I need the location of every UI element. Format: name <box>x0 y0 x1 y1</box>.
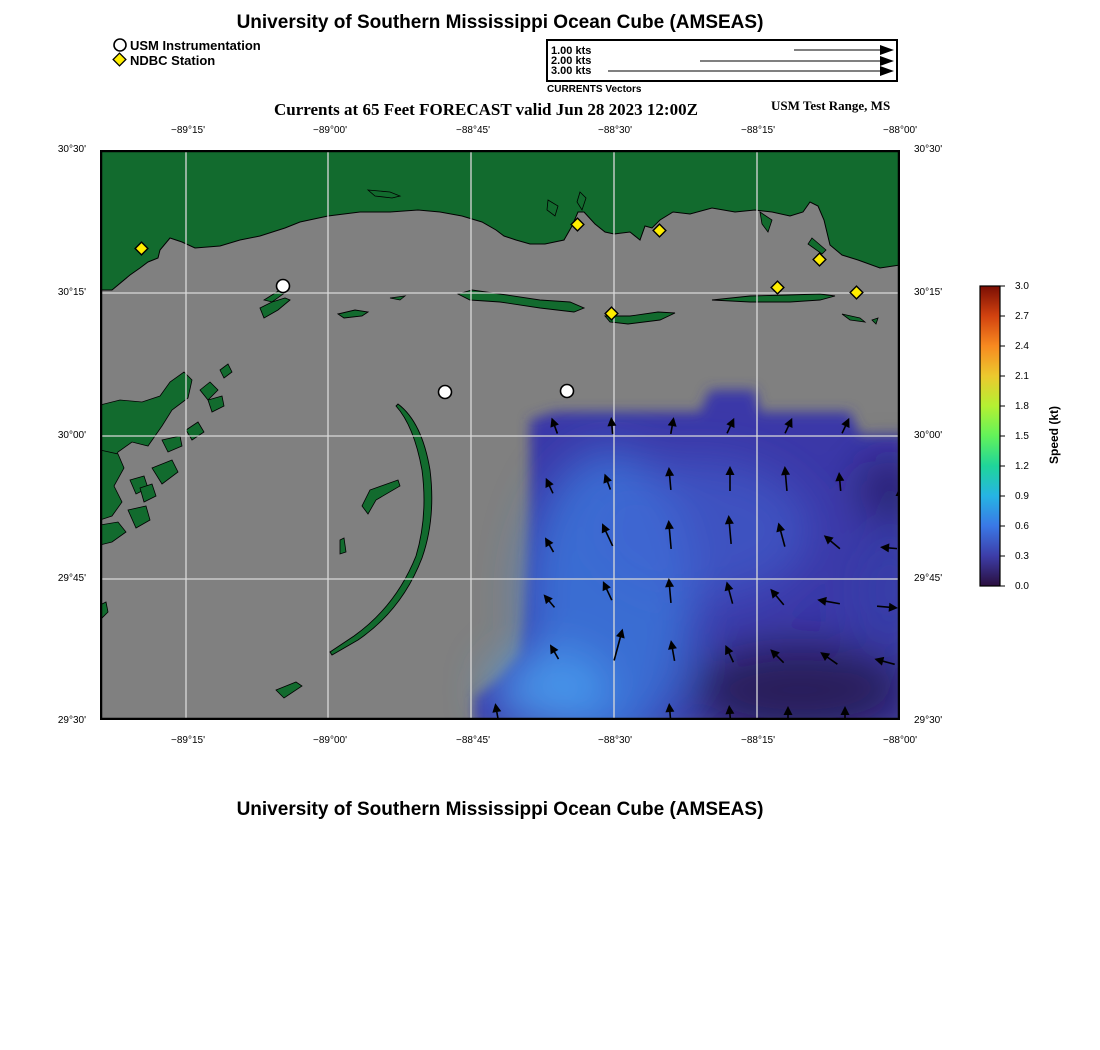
legend-usm-label: USM Instrumentation <box>130 38 261 53</box>
colorbar-tick: 0.9 <box>1015 491 1029 502</box>
colorbar-tick: 0.0 <box>1015 581 1029 592</box>
top-lon-tick: −89°15' <box>171 125 205 136</box>
colorbar-tick: 1.8 <box>1015 401 1029 412</box>
vector-legend-label-2: 2.00 kts <box>551 55 592 67</box>
colorbar-tick: 3.0 <box>1015 281 1029 292</box>
top-lon-tick: −88°45' <box>456 125 490 136</box>
vector-legend-label-3: 3.00 kts <box>551 65 592 77</box>
usm-instrument-marker <box>277 280 290 293</box>
right-lat-tick: 29°45' <box>914 573 943 584</box>
top-lon-tick: −88°00' <box>883 125 917 136</box>
forecast-subtitle: Currents at 65 Feet FORECAST valid Jun 28 2023 12:00Z <box>274 100 698 119</box>
colorbar-tick: 1.5 <box>1015 431 1029 442</box>
usm-instrument-marker <box>439 386 452 399</box>
colorbar-tick: 0.3 <box>1015 551 1029 562</box>
top-lon-tick: −88°30' <box>598 125 632 136</box>
vector-legend-label-1: 1.00 kts <box>551 45 592 57</box>
colorbar-tick: 0.6 <box>1015 521 1029 532</box>
vector-legend <box>546 39 898 82</box>
right-lat-tick: 30°00' <box>914 430 943 441</box>
top-lon-tick: −88°15' <box>741 125 775 136</box>
bottom-lon-tick: −89°15' <box>171 735 205 746</box>
colorbar-tick: 2.7 <box>1015 311 1029 322</box>
bottom-lon-tick: −88°30' <box>598 735 632 746</box>
colorbar-tick: 1.2 <box>1015 461 1029 472</box>
left-lat-tick: 30°30' <box>57 144 86 155</box>
bottom-lon-tick: −88°00' <box>883 735 917 746</box>
vector-legend-caption: CURRENTS Vectors <box>547 84 642 95</box>
legend-ndbc-label: NDBC Station <box>130 53 216 68</box>
legend-symbols <box>112 38 132 74</box>
colorbar-tick: 2.4 <box>1015 341 1029 352</box>
left-lat-tick: 29°45' <box>57 573 86 584</box>
right-lat-tick: 30°15' <box>914 287 943 298</box>
bottom-lon-tick: −88°15' <box>741 735 775 746</box>
top-lon-tick: −89°00' <box>313 125 347 136</box>
bottom-lon-tick: −88°45' <box>456 735 490 746</box>
ndbc-station-icon <box>113 53 126 66</box>
range-label: USM Test Range, MS <box>771 98 891 113</box>
colorbar-label: Speed (kt) <box>1047 406 1061 465</box>
current-speed-field <box>475 390 900 720</box>
usm-instrument-marker <box>561 385 574 398</box>
bottom-lon-tick: −89°00' <box>313 735 347 746</box>
page-title: University of Southern Mississippi Ocean Cube (AMSEAS) <box>236 12 764 33</box>
left-lat-tick: 30°00' <box>57 430 86 441</box>
usm-instrument-icon <box>114 39 126 51</box>
currents-map <box>100 150 900 720</box>
right-lat-tick: 29°30' <box>914 715 943 726</box>
vector-legend-arrows <box>548 41 896 80</box>
colorbar-tick: 2.1 <box>1015 371 1029 382</box>
right-lat-tick: 30°30' <box>914 144 943 155</box>
left-lat-tick: 29°30' <box>57 715 86 726</box>
colorbar-gradient <box>980 286 1000 586</box>
footer-title: University of Southern Mississippi Ocean Cube (AMSEAS) <box>236 799 764 820</box>
left-lat-tick: 30°15' <box>57 287 86 298</box>
